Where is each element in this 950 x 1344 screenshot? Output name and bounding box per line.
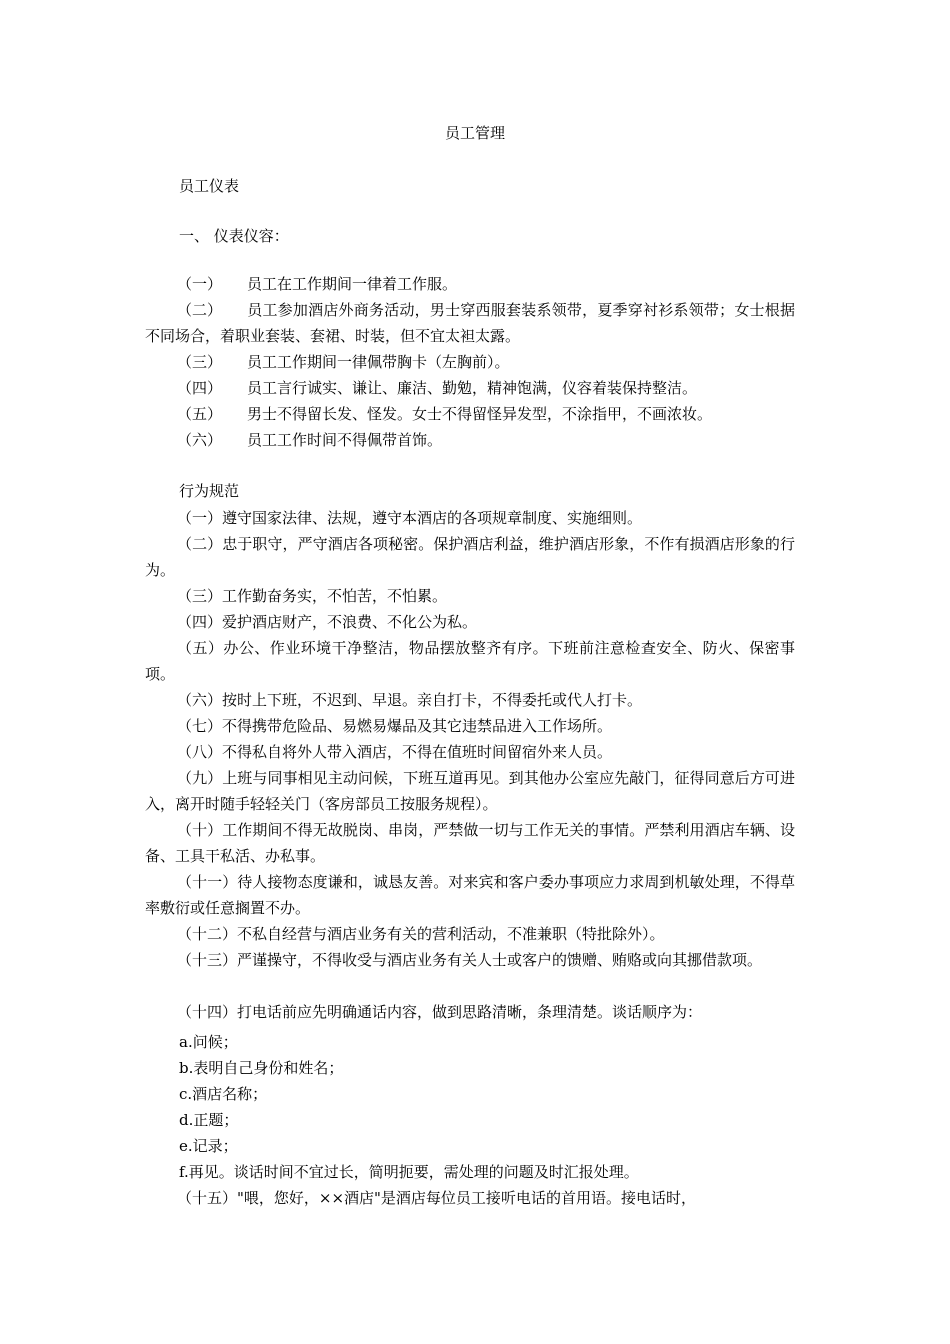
conduct-item: （十五）"喂，您好，××酒店"是酒店每位员工接听电话的首用语。接电话时， bbox=[177, 1189, 696, 1207]
appearance-item bbox=[145, 375, 795, 401]
phone-step: c.酒店名称； bbox=[179, 1085, 268, 1103]
section-heading-appearance: 员工仪表 bbox=[179, 177, 240, 195]
item-text: 员工言行诚实、谦让、廉洁、勤勉，精神饱满，仪容着装保持整洁。 bbox=[247, 379, 698, 397]
phone-step: a.问候； bbox=[179, 1033, 238, 1051]
phone-step: f.再见。谈话时间不宜过长，简明扼要，需处理的问题及时汇报处理。 bbox=[179, 1163, 639, 1181]
document-title: 员工管理 bbox=[444, 124, 505, 142]
conduct-item: （十三）严谨操守，不得收受与酒店业务有关人士或客户的馈赠、贿赂或向其挪借款项。 bbox=[177, 951, 763, 969]
conduct-item: （二）忠于职守，严守酒店各项秘密。保护酒店利益，维护酒店形象，不作有损酒店形象的行为。 bbox=[145, 535, 795, 579]
conduct-item: （四）爱护酒店财产，不浪费、不化公为私。 bbox=[177, 613, 478, 631]
conduct-item: （十一）待人接物态度谦和，诚恳友善。对来宾和客户委办事项应力求周到机敏处理，不得草率敷衍或任意搁置不办。 bbox=[145, 873, 795, 917]
item-text: 员工在工作期间一律着工作服。 bbox=[247, 275, 458, 293]
conduct-item: （三）工作勤奋务实，不怕苦，不怕累。 bbox=[177, 587, 448, 605]
conduct-item: （六）按时上下班，不迟到、早退。亲自打卡，不得委托或代人打卡。 bbox=[177, 691, 643, 709]
phone-step: b.表明自己身份和姓名； bbox=[179, 1059, 344, 1077]
item-text: 男士不得留长发、怪发。女士不得留怪异发型，不涂指甲，不画浓妆。 bbox=[247, 405, 713, 423]
conduct-item: （一）遵守国家法律、法规，遵守本酒店的各项规章制度、实施细则。 bbox=[177, 509, 643, 527]
conduct-item: （五）办公、作业环境干净整洁，物品摆放整齐有序。下班前注意检查安全、防火、保密事项。 bbox=[145, 639, 795, 683]
conduct-item: （十）工作期间不得无故脱岗、串岗，严禁做一切与工作无关的事情。严禁利用酒店车辆、设备、工具干私活、办私事。 bbox=[145, 821, 795, 865]
item-marker: （四） bbox=[177, 379, 223, 397]
conduct-item: （七）不得携带危险品、易燃易爆品及其它违禁品进入工作场所。 bbox=[177, 717, 613, 735]
conduct-item: （九）上班与同事相见主动问候，下班互道再见。到其他办公室应先敲门，征得同意后方可进入，离开时随手轻轻关门（客房部员工按服务规程）。 bbox=[145, 769, 795, 813]
subsection-heading-grooming: 一、 仪表仪容： bbox=[179, 227, 289, 245]
appearance-item bbox=[145, 401, 795, 427]
appearance-item bbox=[145, 427, 795, 453]
phone-step: d.正题； bbox=[179, 1111, 239, 1129]
item-text: 员工工作时间不得佩带首饰。 bbox=[247, 431, 443, 449]
item-text: 员工工作期间一律佩带胸卡（左胸前）。 bbox=[247, 353, 510, 371]
conduct-item: （十二）不私自经营与酒店业务有关的营利活动，不准兼职（特批除外）。 bbox=[177, 925, 665, 943]
appearance-item bbox=[145, 271, 795, 297]
phone-step: e.记录； bbox=[179, 1137, 238, 1155]
section-heading-conduct: 行为规范 bbox=[179, 482, 240, 500]
appearance-item bbox=[145, 349, 795, 375]
appearance-item bbox=[145, 297, 795, 349]
item-marker: （六） bbox=[177, 431, 223, 449]
item-marker: （三） bbox=[177, 353, 223, 371]
item-text: 员工参加酒店外商务活动，男士穿西服套装系领带，夏季穿衬衫系领带；女士根据不同场合，着职业套装、套裙、时装，但不宜太袒太露。 bbox=[145, 301, 795, 345]
conduct-item: （八）不得私自将外人带入酒店，不得在值班时间留宿外来人员。 bbox=[177, 743, 613, 761]
item-marker: （二） bbox=[177, 301, 223, 319]
item-marker: （五） bbox=[177, 405, 223, 423]
item-marker: （一） bbox=[177, 275, 223, 293]
conduct-item: （十四）打电话前应先明确通话内容，做到思路清晰，条理清楚。谈话顺序为： bbox=[177, 1003, 703, 1021]
